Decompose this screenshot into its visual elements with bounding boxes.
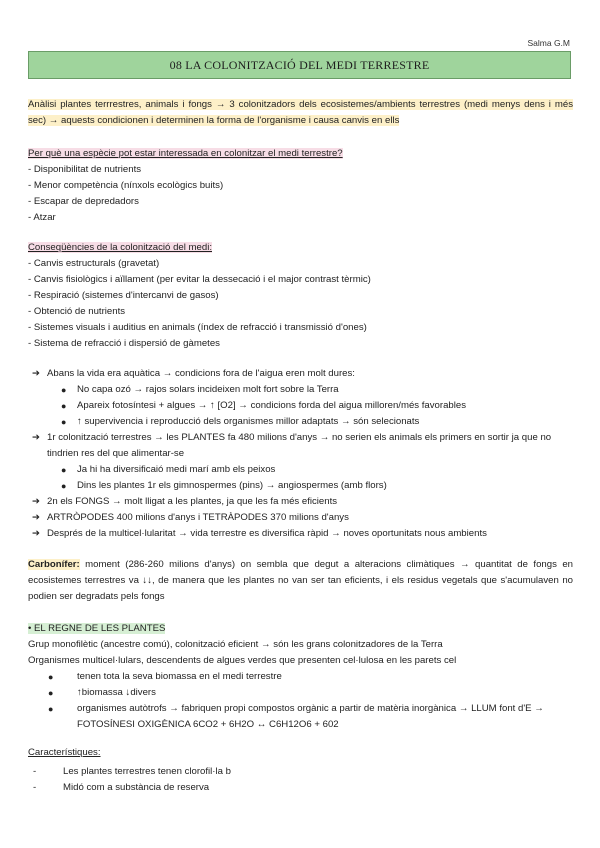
bullet-icon: ● xyxy=(48,704,54,714)
intro-paragraph xyxy=(28,97,573,129)
arrow-item xyxy=(28,494,573,510)
arrow-text: Després de la multicel·lularitat → vida terrestre es diversifica ràpid → noves oportunitats nous ambients xyxy=(47,528,487,539)
page-title: 08 LA COLONITZACIÓ DEL MEDI TERRESTRE xyxy=(169,57,430,72)
arrow-icon: ➔ xyxy=(32,528,41,539)
arrow-icon: ➔ xyxy=(32,432,41,443)
bullet-icon: ● xyxy=(61,481,67,491)
arrow-item xyxy=(28,430,573,462)
plantes-line: Grup monofilètic (ancestre comú), colonització eficient → són les grans colonitzadores de la Terra xyxy=(28,639,443,650)
bullet-icon: ● xyxy=(48,688,54,698)
bullet-icon: ● xyxy=(48,672,54,682)
dash-icon: - xyxy=(33,782,37,793)
bullet-icon: ● xyxy=(61,401,67,411)
arrow-text: ARTRÒPODES 400 milions d'anys i TETRÀPODES 370 milions d'anys xyxy=(47,512,349,523)
list-item: - Respiració (sistemes d'intercanvi de gasos) xyxy=(28,290,219,301)
consequences-heading: Conseqüències de la colonització del medi: xyxy=(28,242,212,253)
list-item: - Obtenció de nutrients xyxy=(28,306,126,317)
bullet-text: ↑biomassa ↓divers xyxy=(77,687,156,698)
author-name: Salma G.M xyxy=(527,38,570,48)
question-heading: Per què una espècie pot estar interessada en colonitzar el medi terrestre? xyxy=(28,148,343,159)
arrow-item xyxy=(28,366,573,382)
plantes-section xyxy=(28,621,573,733)
sub-text: Apareix fotosíntesi + algues → ↑ [O2] → condicions forda del aigua milloren/més favorables xyxy=(77,400,467,411)
bullet-icon: ● xyxy=(61,465,67,475)
sub-text: No capa ozó → rajos solars incideixen molt fort sobre la Terra xyxy=(77,384,339,395)
timeline-section xyxy=(28,366,573,542)
sub-item xyxy=(28,382,573,398)
title-banner xyxy=(28,51,571,79)
sub-text: ↑ supervivencia i reproducció dels organismes millor adaptats → són selecionats xyxy=(77,416,420,427)
plantes-heading: • EL REGNE DE LES PLANTES xyxy=(28,623,166,634)
list-item: - Sistemes visuals i auditius en animals (índex de refracció i transmissió d'ones) xyxy=(28,322,367,333)
dash-text: Midó com a substància de reserva xyxy=(63,782,210,793)
list-item: - Atzar xyxy=(28,212,56,223)
arrow-icon: ➔ xyxy=(32,496,41,507)
caract-heading: Característiques: xyxy=(28,747,101,758)
list-item: - Canvis fisiològics i aïllament (per evitar la dessecació i el major contrast tèrmic) xyxy=(28,274,371,285)
question-section xyxy=(28,146,573,226)
carbonifer-text: moment (286-260 milions d'anys) on sembla que degut a alteracions climàtiques → quantitat de fongs en ecosistemes terrestres va ↓↓, de manera que les plantes no van ser tan eficients, i els residus vegetals que s'acumulaven no podien ser degradats pels fongs xyxy=(28,559,573,602)
arrow-item xyxy=(28,510,573,526)
sub-text: Ja hi ha diversificaió medi marí amb els peixos xyxy=(77,464,276,475)
list-item: - Sistema de refracció i dispersió de gàmetes xyxy=(28,338,220,349)
arrow-item xyxy=(28,526,573,542)
caract-section xyxy=(28,745,573,796)
dash-icon: - xyxy=(33,766,37,777)
plantes-line: Organismes multicel·lulars, descendents de algues verdes que presenten cel·lulosa en les parets cel xyxy=(28,655,457,666)
list-item: - Escapar de depredadors xyxy=(28,196,139,207)
sub-item xyxy=(28,398,573,414)
dash-item xyxy=(28,764,573,780)
intro-text: Anàlisi plantes terrrestres, animals i fongs → 3 colonitzadors dels ecosistemes/ambients terrestres (medi menys dens i més sec) → aquests condicionen i determinen la forma de l'organisme i causa canvis en ells xyxy=(28,99,573,126)
sub-item xyxy=(28,414,573,430)
carbonifer-label: Carbonífer: xyxy=(28,559,80,570)
bullet-text: organismes autòtrofs → fabriquen propi compostos orgànic a partir de matèria inorgànica → LLUM font d'E → FOTOSÍNESI OXIGÈNICA 6CO2 + 6H2O ↔ C6H12O6 + 602 xyxy=(77,703,544,730)
arrow-text: 1r colonització terrestres → les PLANTES fa 480 milions d'anys → no serien els animals els primers en sortir ja que no tindrien res del que alimentar-se xyxy=(47,432,552,459)
bullet-item xyxy=(28,685,573,701)
bullet-item xyxy=(28,701,573,733)
bullet-icon: ● xyxy=(61,385,67,395)
arrow-icon: ➔ xyxy=(32,368,41,379)
sub-text: Dins les plantes 1r els gimnospermes (pins) → angiospermes (amb flors) xyxy=(77,480,387,491)
arrow-text: 2n els FONGS → molt lligat a les plantes, ja que les fa més eficients xyxy=(47,496,338,507)
dash-item xyxy=(28,780,573,796)
list-item: - Menor competència (nínxols ecològics buits) xyxy=(28,180,224,191)
list-item: - Disponibilitat de nutrients xyxy=(28,164,142,175)
list-item: - Canvis estructurals (gravetat) xyxy=(28,258,160,269)
consequences-section xyxy=(28,240,573,352)
bullet-text: tenen tota la seva biomassa en el medi terrestre xyxy=(77,671,282,682)
sub-item xyxy=(28,478,573,494)
dash-text: Les plantes terrestres tenen clorofil·la b xyxy=(63,766,231,777)
arrow-text: Abans la vida era aquàtica → condicions fora de l'aigua eren molt dures: xyxy=(47,368,355,379)
carbonifer-paragraph xyxy=(28,557,573,605)
sub-item xyxy=(28,462,573,478)
arrow-icon: ➔ xyxy=(32,512,41,523)
bullet-icon: ● xyxy=(61,417,67,427)
bullet-item xyxy=(28,669,573,685)
